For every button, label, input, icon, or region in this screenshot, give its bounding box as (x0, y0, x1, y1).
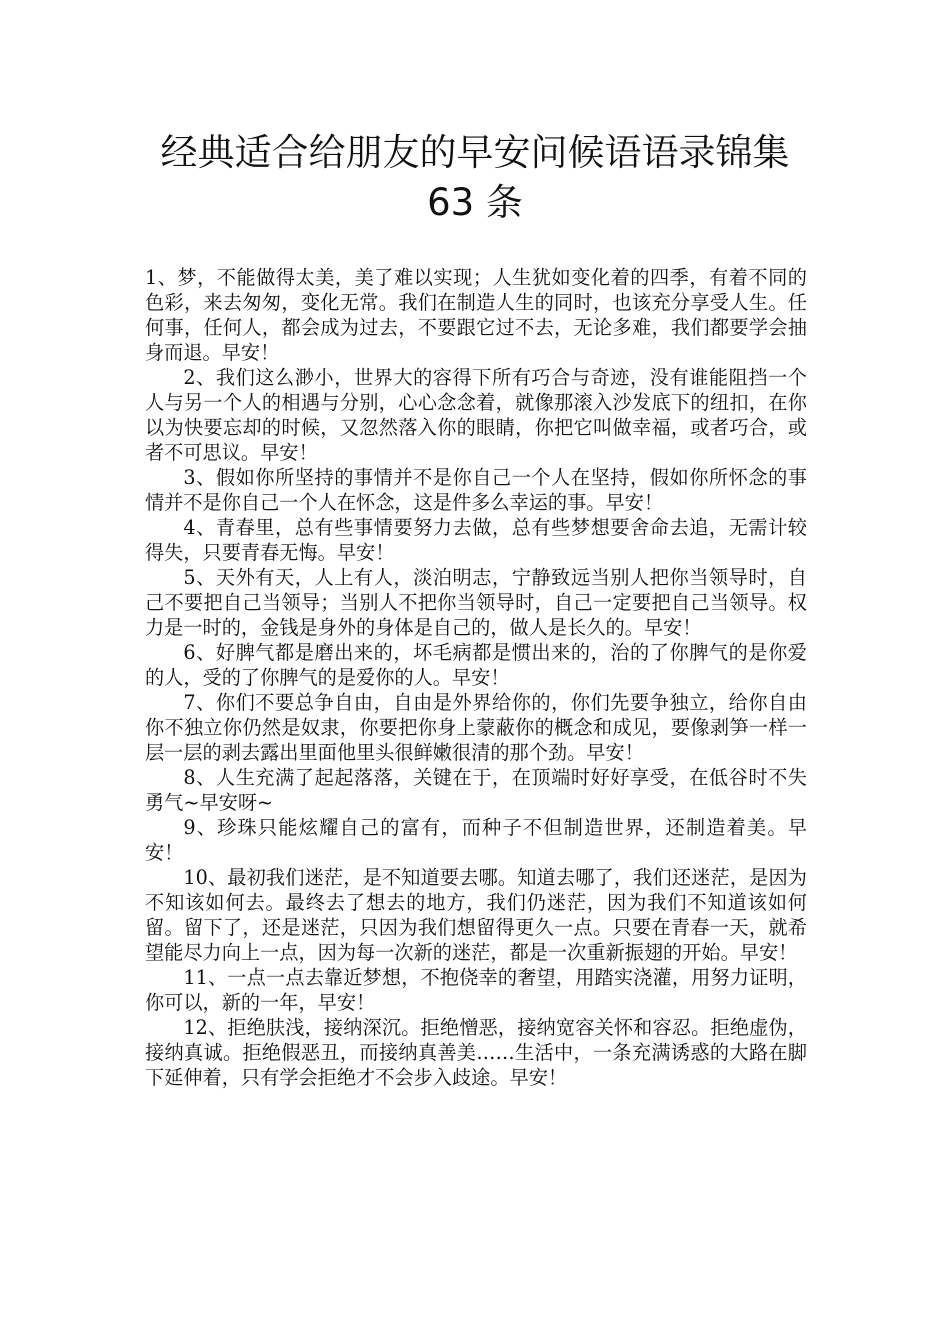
title-line-2: 63 条 (427, 181, 523, 224)
paragraph-8: 8、人生充满了起起落落，关键在于，在顶端时好好享受，在低谷时不失勇气~早安呀~ (145, 766, 807, 814)
paragraph-3: 3、假如你所坚持的事情并不是你自己一个人在坚持，假如你所怀念的事情并不是你自己一个人在怀念，这是件多么幸运的事。早安！ (145, 466, 807, 514)
paragraph-2: 2、我们这么渺小，世界大的容得下所有巧合与奇迹，没有谁能阻挡一个人与另一个人的相遇与分别，心心念念着，就像那滚入沙发底下的纽扣，在你以为快要忘却的时候，又忽然落入你的眼睛，你把它叫做幸福，或者巧合，或者不可思议。早安！ (145, 366, 807, 464)
paragraph-5: 5、天外有天，人上有人，淡泊明志，宁静致远当别人把你当领导时，自己不要把自己当领导；当别人不把你当领导时，自己一定要把自己当领导。权力是一时的，金钱是身外的身体是自己的，做人是长久的。早安！ (145, 566, 807, 639)
paragraph-1: 1、梦，不能做得太美，美了难以实现；人生犹如变化着的四季，有着不同的色彩，来去匆匆，变化无常。我们在制造人生的同时，也该充分享受人生。任何事，任何人，都会成为过去，不要跟它过不去，无论多难，我们都要学会抽身而退。早安！ (145, 266, 807, 364)
paragraph-6: 6、好脾气都是磨出来的，坏毛病都是惯出来的，治的了你脾气的是你爱的人，受的了你脾气的是爱你的人。早安！ (145, 641, 807, 689)
paragraph-10: 10、最初我们迷茫，是不知道要去哪。知道去哪了，我们还迷茫，是因为不知该如何去。最终去了想去的地方，我们仍迷茫，因为我们不知道该如何留。留下了，还是迷茫，只因为我们想留得更久一点。只要在青春一天，就希望能尽力向上一点，因为每一次新的迷茫，都是一次重新振翅的开始。早安！ (145, 866, 807, 964)
paragraph-7: 7、你们不要总争自由，自由是外界给你的，你们先要争独立，给你自由你不独立你仍然是奴隶，你要把你身上蒙蔽你的概念和成见，要像剥笋一样一层一层的剥去露出里面他里头很鲜嫩很清的那个劲。早安！ (145, 691, 807, 764)
title-line-1: 经典适合给朋友的早安问候语语录锦集 (160, 131, 790, 174)
paragraph-9: 9、珍珠只能炫耀自己的富有，而种子不但制造世界，还制造着美。早安！ (145, 816, 807, 864)
paragraph-12: 12、拒绝肤浅，接纳深沉。拒绝憎恶，接纳宽容关怀和容忍。拒绝虚伪，接纳真诚。拒绝假恶丑，而接纳真善美……生活中，一条充满诱惑的大路在脚下延伸着，只有学会拒绝才不会步入歧途。早安！ (145, 1016, 807, 1089)
paragraph-4: 4、青春里，总有些事情要努力去做，总有些梦想要舍命去追，无需计较得失，只要青春无悔。早安！ (145, 516, 807, 564)
paragraph-11: 11、一点一点去靠近梦想，不抱侥幸的奢望，用踏实浇灌，用努力证明，你可以，新的一年，早安！ (145, 966, 807, 1014)
document-body (145, 265, 807, 1090)
document-title (100, 128, 850, 228)
